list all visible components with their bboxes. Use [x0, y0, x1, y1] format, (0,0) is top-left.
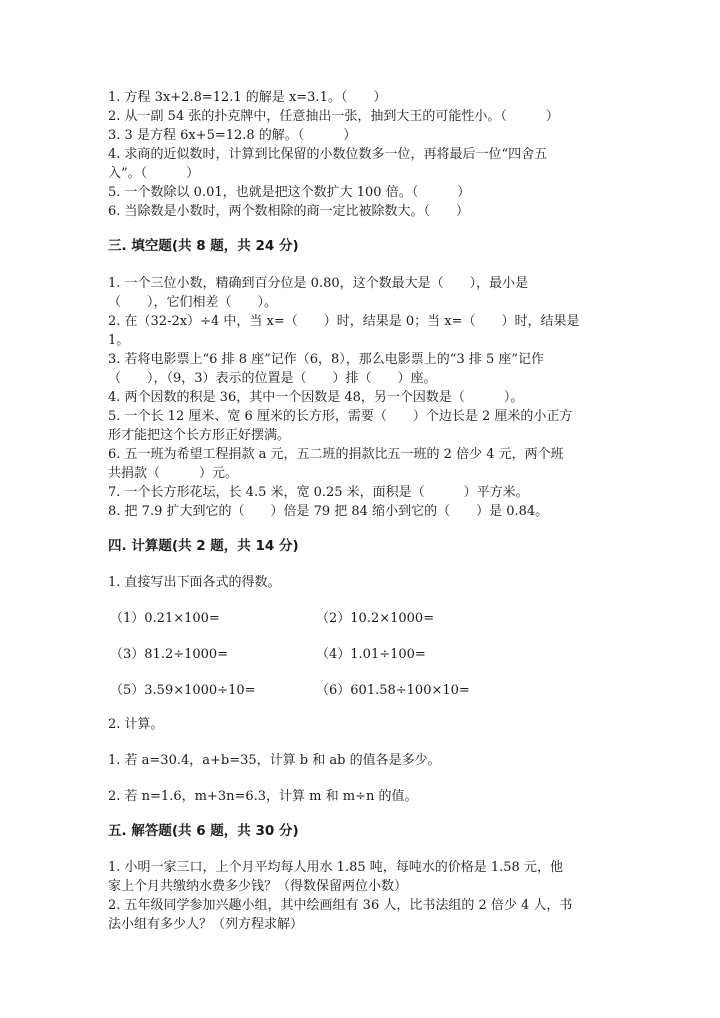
calc-item-1: （1）0.21×100=	[110, 611, 220, 626]
judgment-item-6: 6. 当除数是小数时，两个数相除的商一定比被除数大。（ ）	[108, 204, 470, 219]
calculation-q1-intro: 1. 直接写出下面各式的得数。	[108, 575, 281, 590]
calculation-heading: 四. 计算题(共 2 题，共 14 分)	[108, 538, 299, 554]
fill-item-1-cont: （ ），它们相差（ ）。	[108, 295, 278, 310]
calc-item-5: （5）3.59×1000÷10=	[110, 683, 256, 698]
fill-item-2-cont: 1。	[108, 333, 130, 348]
judgment-item-3: 3. 3 是方程 6x+5=12.8 的解。（ ）	[108, 128, 357, 143]
calculation-q2-sub1: 1. 若 a=30.4，a+b=35，计算 b 和 ab 的值各是多少。	[108, 753, 441, 768]
answer-item-2: 2. 五年级同学参加兴趣小组，其中绘画组有 36 人，比书法组的 2 倍少 4 人，书	[108, 898, 573, 913]
judgment-item-4-cont: 入”。（ ）	[108, 166, 200, 181]
judgment-item-1: 1. 方程 3x+2.8=12.1 的解是 x=3.1。（ ）	[108, 90, 387, 105]
judgment-item-5: 5. 一个数除以 0.01，也就是把这个数扩大 100 倍。（ ）	[108, 185, 471, 200]
answer-item-1: 1. 小明一家三口，上个月平均每人用水 1.85 吨，每吨水的价格是 1.58 元，他	[108, 860, 563, 875]
fill-item-8: 8. 把 7.9 扩大到它的（ ）倍是 79 把 84 缩小到它的（ ）是 0.84。	[108, 504, 549, 519]
answer-item-1-cont: 家上个月共缴纳水费多少钱？（得数保留两位小数）	[108, 879, 408, 894]
judgment-item-4: 4. 求商的近似数时，计算到比保留的小数位数多一位，再将最后一位“四舍五	[108, 147, 548, 162]
fill-item-7: 7. 一个长方形花坛，长 4.5 米，宽 0.25 米，面积是（ ）平方米。	[108, 485, 529, 500]
calc-item-6: （6）601.58÷100×10=	[316, 683, 470, 698]
calc-item-3: （3）81.2÷1000=	[110, 647, 229, 662]
fill-item-4: 4. 两个因数的积是 36，其中一个因数是 48，另一个因数是（ ）。	[108, 390, 524, 405]
calculation-q2-intro: 2. 计算。	[108, 717, 164, 732]
calc-item-4: （4）1.01÷100=	[316, 647, 426, 662]
fill-item-5: 5. 一个长 12 厘米、宽 6 厘米的长方形，需要（ ）个边长是 2 厘米的小正方	[108, 409, 573, 424]
fill-item-6: 6. 五一班为希望工程捐款 a 元，五二班的捐款比五一班的 2 倍少 4 元，两个班	[108, 447, 564, 462]
fill-item-3: 3. 若将电影票上“6 排 8 座”记作（6，8），那么电影票上的“3 排 5 座”记作	[108, 352, 545, 367]
answer-item-2-cont: 法小组有多少人？（列方程求解）	[108, 917, 304, 932]
judgment-item-2: 2. 从一副 54 张的扑克牌中，任意抽出一张，抽到大王的可能性小。（ ）	[108, 109, 559, 124]
fill-item-3-cont: （ ），（9，3）表示的位置是（ ）排（ ）座。	[108, 371, 437, 386]
fill-item-5-cont: 形才能把这个长方形正好摆满。	[108, 428, 291, 443]
fill-heading: 三. 填空题(共 8 题，共 24 分)	[108, 238, 299, 254]
answer-heading: 五. 解答题(共 6 题，共 30 分)	[108, 823, 299, 839]
fill-item-2: 2. 在（32-2x）÷4 中，当 x=（ ）时，结果是 0；当 x=（ ）时，结果是	[108, 314, 580, 329]
calc-item-2: （2）10.2×1000=	[316, 611, 435, 626]
fill-item-1: 1. 一个三位小数，精确到百分位是 0.80，这个数最大是（ ），最小是	[108, 276, 529, 291]
calculation-q2-sub2: 2. 若 n=1.6，m+3n=6.3，计算 m 和 m÷n 的值。	[108, 789, 418, 804]
fill-item-6-cont: 共捐款（ ）元。	[108, 466, 239, 481]
